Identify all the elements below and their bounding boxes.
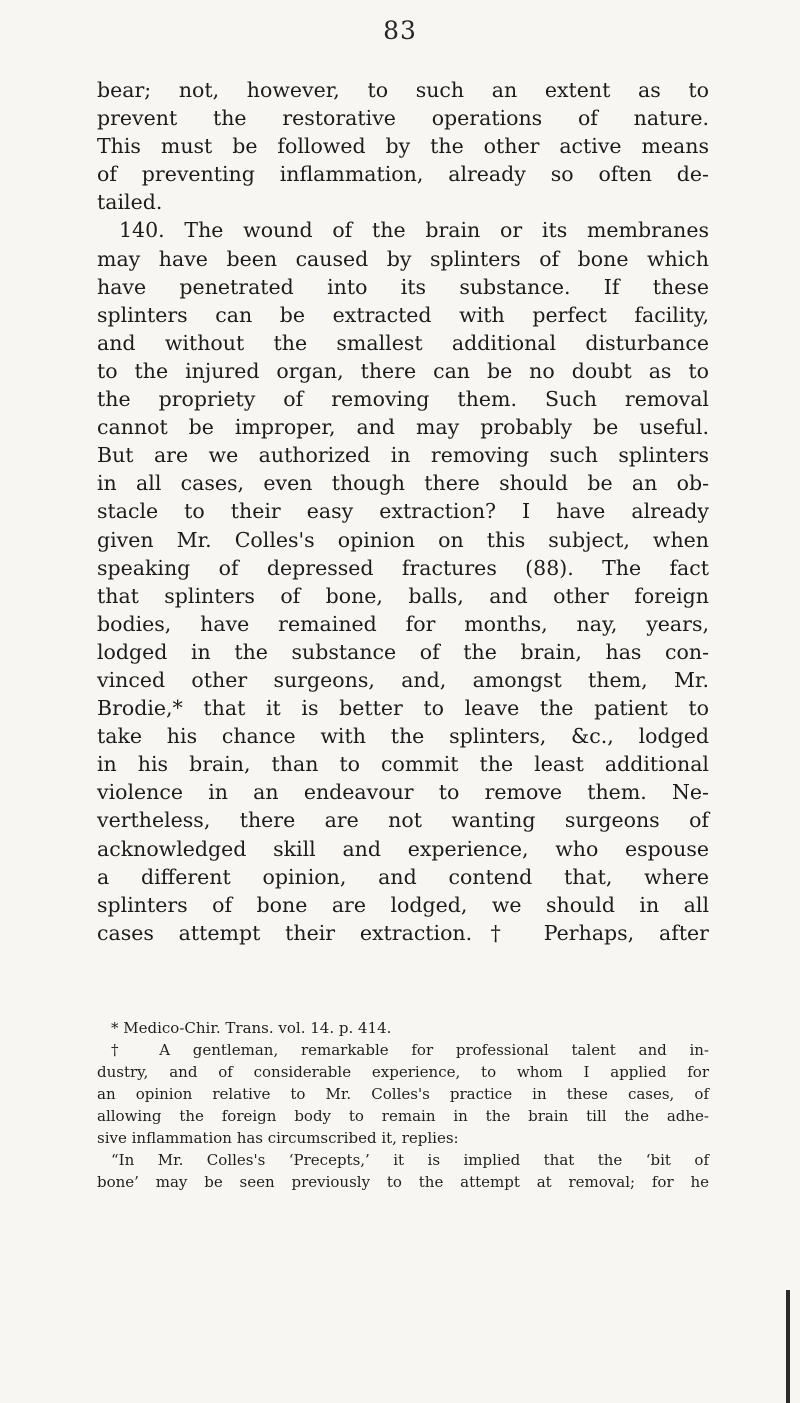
footnote-quote-line: “In Mr. Colles's ‘Precepts,’ it is implied that the ‘bit of: [111, 1151, 709, 1169]
paragraph-140-start: 140. The wound of the brain or its membranes: [119, 218, 709, 243]
page-number: 83: [383, 16, 417, 45]
footnote-line: an opinion relative to Mr. Colles's practice in these cases, of: [97, 1085, 709, 1103]
body-line: in all cases, even though there should be an ob-: [97, 471, 709, 496]
footnotes: [97, 1017, 709, 1193]
footnote-asterisk: * Medico-Chir. Trans. vol. 14. p. 414.: [111, 1019, 392, 1037]
footnote-dagger: † A gentleman, remarkable for professional talent and in-: [111, 1041, 709, 1059]
body-line: in his brain, than to commit the least additional: [97, 752, 709, 777]
footnote-line: allowing the foreign body to remain in the brain till the adhe-: [97, 1107, 709, 1125]
body-line: vinced other surgeons, and, amongst them, Mr.: [97, 667, 709, 692]
body-line: bodies, have remained for months, nay, years,: [97, 611, 709, 636]
body-line: that splinters of bone, balls, and other foreign: [97, 583, 709, 608]
page-edge-shadow: [786, 1290, 790, 1403]
body-line: to the injured organ, there can be no doubt as to: [97, 358, 709, 383]
body-line: and without the smallest additional disturbance: [97, 330, 709, 355]
body-line: acknowledged skill and experience, who espouse: [97, 836, 709, 861]
body-line: This must be followed by the other active means: [97, 134, 709, 159]
body-text: [97, 76, 709, 947]
body-line: speaking of depressed fractures (88). The fact: [97, 555, 709, 580]
body-line: But are we authorized in removing such splinters: [97, 443, 709, 468]
body-line: tailed.: [97, 190, 163, 215]
body-line: the propriety of removing them. Such removal: [97, 387, 709, 412]
body-line: take his chance with the splinters, &c., lodged: [97, 724, 709, 749]
body-line: splinters of bone are lodged, we should in all: [97, 892, 709, 917]
body-line: Brodie,* that it is better to leave the patient to: [97, 696, 709, 721]
footnote-line: dustry, and of considerable experience, to whom I applied for: [97, 1063, 709, 1081]
body-line: given Mr. Colles's opinion on this subject, when: [97, 527, 709, 552]
body-line: a different opinion, and contend that, where: [97, 864, 709, 889]
body-line: violence in an endeavour to remove them. Ne-: [97, 780, 709, 805]
body-line: prevent the restorative operations of nature.: [97, 106, 709, 131]
body-line: lodged in the substance of the brain, has con-: [97, 639, 709, 664]
body-line: bear; not, however, to such an extent as to: [97, 78, 709, 102]
footnote-line: bone’ may be seen previously to the attempt at removal; for he: [97, 1173, 709, 1191]
body-line: stacle to their easy extraction? I have already: [97, 499, 709, 524]
body-line: may have been caused by splinters of bone which: [97, 246, 709, 271]
body-line: cases attempt their extraction.† Perhaps, after: [97, 920, 709, 945]
body-line: have penetrated into its substance. If these: [97, 274, 709, 299]
body-line: cannot be improper, and may probably be useful.: [97, 415, 709, 440]
body-line: splinters can be extracted with perfect facility,: [97, 302, 709, 327]
body-line: vertheless, there are not wanting surgeons of: [97, 808, 709, 833]
footnote-line: sive inflammation has circumscribed it, replies:: [97, 1129, 459, 1147]
body-line: of preventing inflammation, already so often de-: [97, 162, 709, 187]
